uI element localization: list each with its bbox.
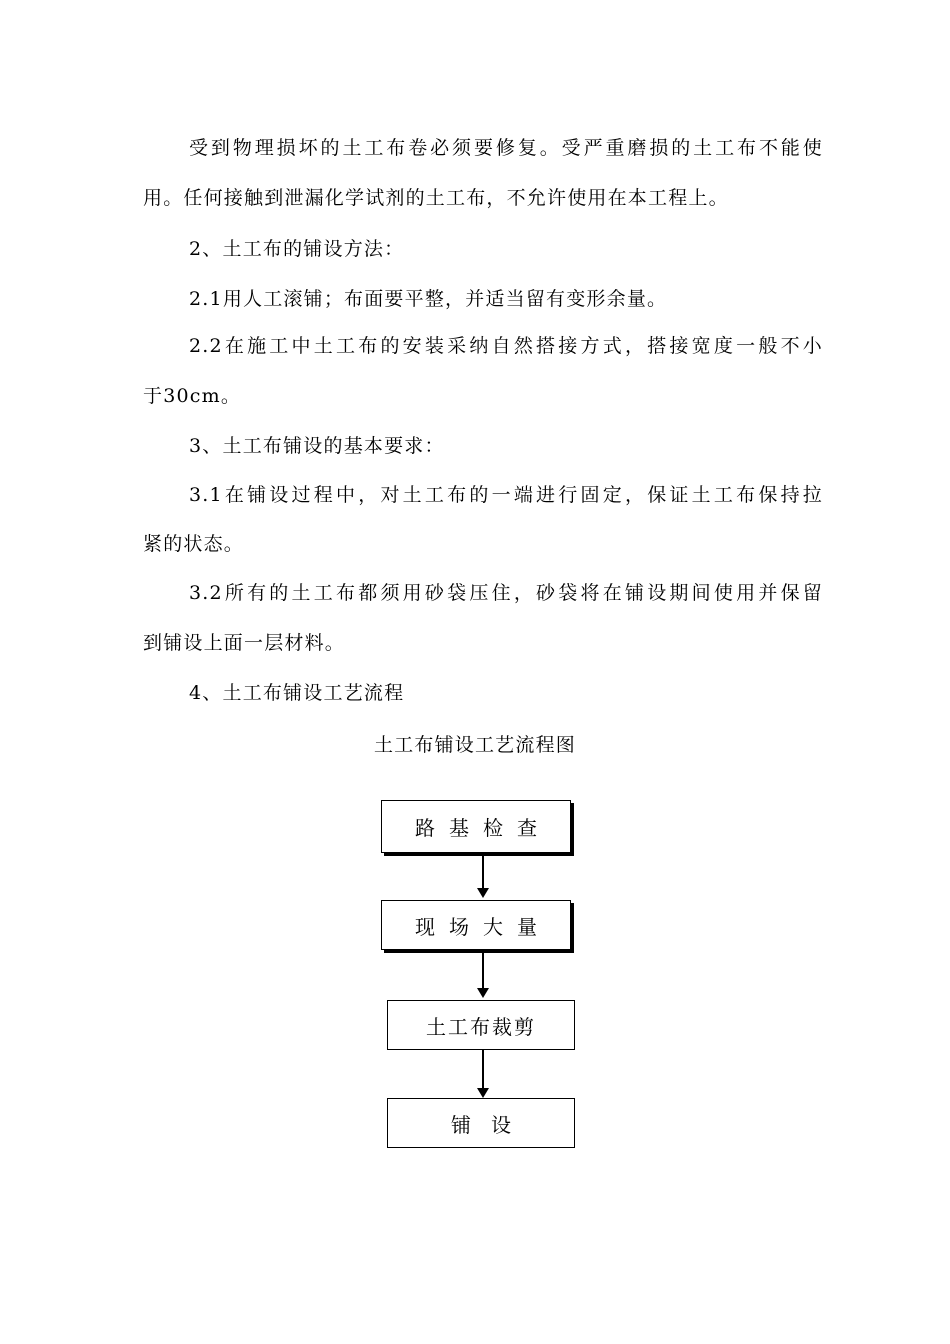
flowchart-step-3-label: 土工布裁剪	[426, 1014, 536, 1039]
section-3-heading: 3、土工布铺设的基本要求：	[189, 435, 445, 457]
flowchart-arrow-2	[482, 952, 484, 996]
paragraph-3-2-line-1: 3.2所有的土工布都须用砂袋压住，砂袋将在铺设期间使用并保留	[189, 582, 823, 604]
flowchart-step-2-label: 现场大量	[415, 914, 551, 939]
section-2-heading: 2、土工布的铺设方法：	[189, 238, 405, 260]
flowchart-step-4-label: 铺设	[451, 1112, 531, 1137]
paragraph-1-line-1: 受到物理损坏的土工布卷必须要修复。受严重磨损的土工布不能使	[189, 137, 823, 159]
flowchart-title: 土工布铺设工艺流程图	[373, 734, 576, 756]
flowchart-arrow-3	[482, 1050, 484, 1096]
flowchart-step-4	[387, 1098, 575, 1148]
paragraph-2-2-line-2: 于30cm。	[143, 385, 242, 407]
paragraph-2-1: 2.1用人工滚铺；布面要平整，并适当留有变形余量。	[189, 288, 668, 310]
flowchart-step-3	[387, 1000, 575, 1050]
paragraph-3-1-line-1: 3.1在铺设过程中，对土工布的一端进行固定，保证土工布保持拉	[189, 484, 823, 506]
flowchart-step-1	[381, 800, 571, 853]
section-4-heading: 4、土工布铺设工艺流程	[189, 682, 405, 704]
flowchart-step-1-label: 路基检查	[415, 816, 551, 840]
flowchart-step-2	[381, 900, 571, 950]
paragraph-1-line-2: 用。任何接触到泄漏化学试剂的土工布，不允许使用在本工程上。	[143, 187, 729, 209]
paragraph-2-2-line-1: 2.2在施工中土工布的安装采纳自然搭接方式，搭接宽度一般不小	[189, 335, 823, 357]
paragraph-3-2-line-2: 到铺设上面一层材料。	[143, 632, 346, 654]
flowchart-arrow-1	[482, 855, 484, 896]
paragraph-3-1-line-2: 紧的状态。	[143, 533, 245, 555]
